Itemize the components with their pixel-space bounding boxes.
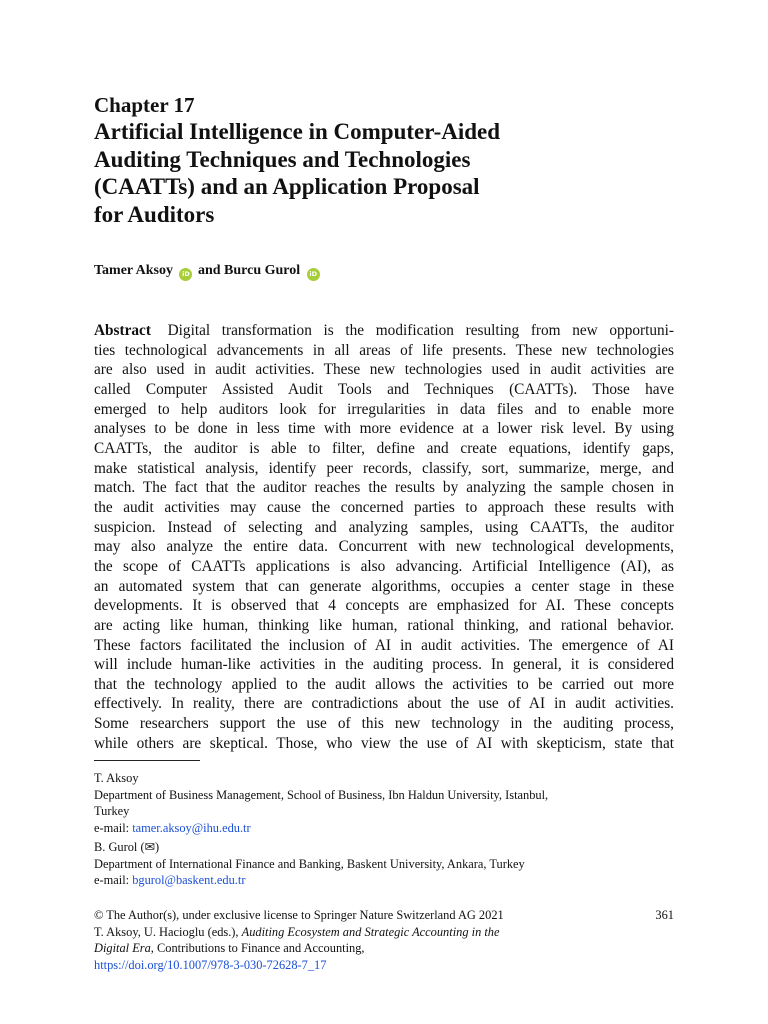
affiliation-email-row	[94, 872, 674, 889]
email-label: e-mail:	[94, 873, 130, 887]
affiliation-department: Department of Business Management, School of Business, Ibn Haldun University, Istanbul,	[94, 787, 549, 802]
abstract-line: CAATTs, the auditor is able to filter, define and create equations, identify gaps,	[94, 439, 674, 457]
abstract-line: may also analyze the entire data. Concurrent with new technological developments,	[94, 538, 674, 556]
abstract-line: while others are skeptical. Those, who view the use of AI with skepticism, state that	[94, 734, 674, 752]
abstract-line: the audit activities may cause the concerned parties to approach these results with	[94, 498, 674, 516]
email-link[interactable]: bgurol@baskent.edu.tr	[132, 873, 246, 887]
chapter-title-line: Auditing Techniques and Technologies	[94, 146, 471, 172]
citation-line	[94, 924, 674, 941]
orcid-icon[interactable]: iD	[179, 268, 192, 281]
orcid-icon[interactable]: iD	[307, 268, 320, 281]
book-title: Digital Era	[94, 941, 151, 955]
abstract-line: analyses to be done in less time with more evidence at a lower risk level. By using	[94, 420, 674, 438]
abstract-line: These factors facilitated the inclusion of AI in audit activities. The emergence of AI	[94, 636, 674, 654]
copyright-block	[94, 907, 674, 973]
abstract-line: effectively. In reality, there are contradictions about the use of AI in audit activities.	[94, 695, 674, 713]
affiliation-department: Department of International Finance and Banking, Baskent University, Ankara, Turkey	[94, 856, 525, 871]
email-label: e-mail:	[94, 820, 130, 835]
abstract-line: suspicion. Instead of selecting and analyzing samples, using CAATTs, the auditor	[94, 518, 674, 536]
series-name: , Contributions to Finance and Accounting,	[150, 941, 365, 955]
abstract-line: match. The fact that the auditor reaches the results by analyzing the sample chosen in	[94, 479, 674, 497]
abstract-line: are acting like human, thinking like human, rational thinking, and rational behavior.	[94, 616, 674, 634]
abstract-text: Digital transformation is the modification resulting from new opportuni-	[167, 322, 674, 339]
abstract-line: will include human-like activities in the auditing process. In general, it is considered	[94, 656, 674, 674]
affiliation-country: Turkey	[94, 804, 130, 818]
affiliation-name: B. Gurol (✉)	[94, 840, 160, 854]
author-name: Burcu Gurol	[224, 263, 301, 278]
abstract-line: an automated system that can generate algorithms, occupies a center stage in these	[94, 577, 674, 595]
abstract-line: emerged to help auditors look for irregularities in data files and to enable more	[94, 400, 674, 418]
chapter-label: Chapter 17	[94, 93, 195, 117]
citation-editors: T. Aksoy, U. Hacioglu (eds.),	[94, 924, 239, 939]
footnote-divider	[94, 760, 200, 761]
affiliation-name: T. Aksoy	[94, 771, 139, 785]
author-connector: and	[197, 263, 221, 278]
affiliation-gurol	[94, 839, 674, 889]
abstract-label: Abstract	[94, 322, 151, 339]
abstract-line: called Computer Assisted Audit Tools and Techniques (CAATTs). Those have	[94, 380, 674, 398]
chapter-title-line: (CAATTs) and an Application Proposal	[94, 174, 480, 199]
citation-line	[94, 940, 674, 957]
affiliation-email-row	[94, 820, 674, 837]
abstract-line: Some researchers support the use of this new technology in the auditing process,	[94, 715, 674, 733]
abstract	[94, 321, 674, 753]
abstract-line	[94, 321, 674, 341]
abstract-line: that the technology applied to the audit allows the activities to be carried out more	[94, 675, 674, 693]
abstract-line: developments. It is observed that 4 concepts are emphasized for AI. These concepts	[94, 597, 674, 615]
author-list	[94, 262, 322, 281]
page-number: 361	[655, 908, 674, 922]
abstract-line: are also used in audit activities. These new technologies used in audit activities are	[94, 361, 674, 379]
abstract-line: the scope of CAATTs applications is also advancing. Artificial Intelligence (AI), as	[94, 557, 674, 575]
affiliation-aksoy	[94, 770, 674, 836]
abstract-line: ties technological advancements in all areas of life presents. These new technologies	[94, 341, 674, 359]
chapter-title-line: for Auditors	[94, 201, 215, 227]
chapter-title-line: Artificial Intelligence in Computer-Aided	[94, 119, 501, 144]
copyright-line: © The Author(s), under exclusive license to Springer Nature Switzerland AG 2021	[94, 908, 504, 922]
abstract-line: make statistical analysis, identify peer records, classify, sort, summarize, merge, and	[94, 459, 674, 477]
author-name: Tamer Aksoy	[94, 263, 173, 278]
doi-link[interactable]: https://doi.org/10.1007/978-3-030-72628-7_17	[94, 957, 327, 972]
chapter-title	[94, 118, 674, 228]
email-link[interactable]: tamer.aksoy@ihu.edu.tr	[132, 820, 251, 835]
book-title: Auditing Ecosystem and Strategic Accounting in the	[241, 924, 500, 939]
doi-line	[94, 957, 674, 974]
